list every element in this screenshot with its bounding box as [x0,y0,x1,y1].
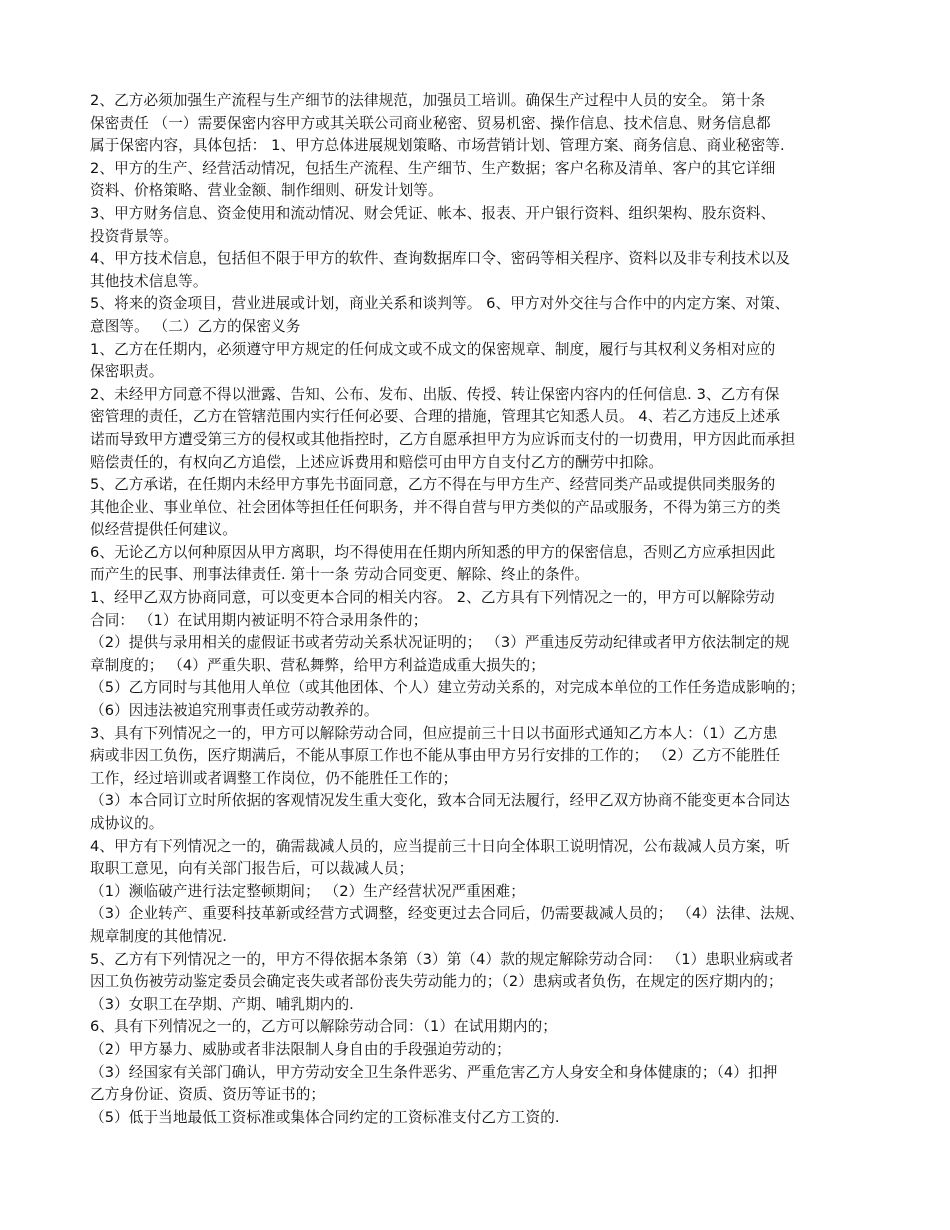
text-line: 病或非因工负伤，医疗期满后，不能从事原工作也不能从事由甲方另行安排的工作的； （2）乙方不能胜任 [90,747,781,765]
text-line: 1、乙方在任期内，必须遵守甲方规定的任何成文或不成文的保密规章、制度，履行与其权利义务相对应的 [90,340,776,358]
text-line: 而产生的民事、刑事法律责任. 第十一条 劳动合同变更、解除、终止的条件。 [90,566,590,584]
text-line: 成协议的。 [90,815,164,832]
text-line: 章制度的； （4）严重失职、营私舞弊，给甲方利益造成重大损失的； [90,656,545,674]
text-line: 取职工意见，向有关部门报告后，可以裁减人员； [90,860,414,878]
text-line: （6）因违法被追究刑事责任或劳动教养的。 [90,702,379,720]
text-line: 投资背景等。 [90,227,179,245]
text-line: （5）低于当地最低工资标准或集体合同约定的工资标准支付乙方工资的. [90,1108,560,1126]
text-line: 其他技术信息等。 [90,272,208,290]
text-line: （5）乙方同时与其他用人单位（或其他团体、个人）建立劳动关系的，对完成本单位的工作任务造成影响的； [90,679,805,697]
text-line: （1）濒临破产进行法定整顿期间； （2）生产经营状况严重困难； [90,882,525,900]
text-line: （3）经国家有关部门确认，甲方劳动安全卫生条件恶劣、严重危害乙方人身安全和身体健康的；（4）扣押 [90,1063,778,1081]
text-line: 因工负伤被劳动鉴定委员会确定丧失或者部份丧失劳动能力的；（2）患病或者负伤，在规定的医疗期内的； [90,973,783,991]
text-line: 赔偿责任的，有权向乙方追偿，上述应诉费用和赔偿可由甲方自支付乙方的酬劳中扣除。 [90,453,664,471]
text-line: 乙方身份证、资质、资历等证书的； [90,1086,326,1104]
text-line: 6、具有下列情况之一的，乙方可以解除劳动合同：（1）在试用期内的； [90,1018,557,1036]
text-line: 5、乙方有下列情况之一的，甲方不得依据本条第（3）第（4）款的规定解除劳动合同： （1）患职业病或者 [90,950,794,968]
text-line: （2）提供与录用相关的虚假证书或者劳动关系状况证明的； （3）严重违反劳动纪律或者甲方依法制定的规 [90,634,790,652]
text-line: 2、甲方的生产、经营活动情况，包括生产流程、生产细节、生产数据；客户名称及清单、客户的其它详细 [90,159,776,177]
text-line: 2、未经甲方同意不得以泄露、告知、公布、发布、出版、传授、转让保密内容内的任何信息. 3、乙方有保 [90,385,780,403]
text-line: 1、经甲乙双方协商同意，可以变更本合同的相关内容。 2、乙方具有下列情况之一的，甲方可以解除劳动 [90,589,775,607]
text-line: 属于保密内容，具体包括： 1、甲方总体进展规划策略、市场营销计划、管理方案、商务信息、商业秘密等. [90,137,785,155]
text-line: 3、甲方财务信息、资金使用和流动情况、财会凭证、帐本、报表、开户银行资料、组织架构、股东资料、 [90,204,776,222]
text-line: 资料、价格策略、营业金额、制作细则、研发计划等。 [90,182,443,200]
text-line: 工作，经过培训或者调整工作岗位，仍不能胜任工作的； [90,769,458,787]
text-line: （3）企业转产、重要科技革新或经营方式调整，经变更过去合同后，仍需要裁减人员的； （4）法律、法规、 [90,905,805,923]
text-line: 诺而导致甲方遭受第三方的侵权或其他指控时，乙方自愿承担甲方为应诉而支付的一切费用，甲方因此而承担 [90,430,796,448]
text-line: 规章制度的其他情况. [90,927,227,945]
text-line: 4、甲方技术信息，包括但不限于甲方的软件、查询数据库口令、密码等相关程序、资料以及非专利技术以及 [90,250,790,268]
text-line: 合同： （1）在试用期内被证明不符合录用条件的； [90,611,428,629]
text-line: 其他企业、事业单位、社会团体等担任任何职务，并不得自营与甲方类似的产品或服务，不得为第三方的类 [90,498,781,516]
text-line: 5、乙方承诺，在任期内未经甲方事先书面同意，乙方不得在与甲方生产、经营同类产品或提供同类服务的 [90,476,776,494]
text-line: 3、具有下列情况之一的，甲方可以解除劳动合同，但应提前三十日以书面形式通知乙方本人：（1）乙方患 [90,724,778,742]
text-line: 6、无论乙方以何种原因从甲方离职，均不得使用在任期内所知悉的甲方的保密信息，否则乙方应承担因此 [90,543,776,561]
text-line: 意图等。 （二）乙方的保密义务 [90,317,301,335]
text-line: （3）本合同订立时所依据的客观情况发生重大变化，致本合同无法履行，经甲乙双方协商不能变更本合同达 [90,792,790,810]
text-line: 5、将来的资金项目，营业进展或计划，商业关系和谈判等。 6、甲方对外交往与合作中的内定方案、对策、 [90,295,790,313]
text-line: 密管理的责任，乙方在管辖范围内实行任何必要、合理的措施，管理其它知悉人员。 4、若乙方违反上述承 [90,408,781,426]
text-line: （3）女职工在孕期、产期、哺乳期内的. [90,995,354,1013]
text-line: 保密责任 （一）需要保密内容甲方或其关联公司商业秘密、贸易机密、操作信息、技术信息、财务信息都 [90,114,771,132]
text-line: （2）甲方暴力、威胁或者非法限制人身自由的手段强迫劳动的； [90,1040,511,1058]
text-line: 2、乙方必须加强生产流程与生产细节的法律规范，加强员工培训。确保生产过程中人员的安全。 第十条 [90,92,766,109]
text-line: 4、甲方有下列情况之一的，确需裁减人员的，应当提前三十日向全体职工说明情况，公布裁减人员方案，听 [90,837,790,855]
text-line: 似经营提供任何建议。 [90,521,237,539]
text-line: 保密职责。 [90,363,164,381]
document-body [90,90,880,1129]
